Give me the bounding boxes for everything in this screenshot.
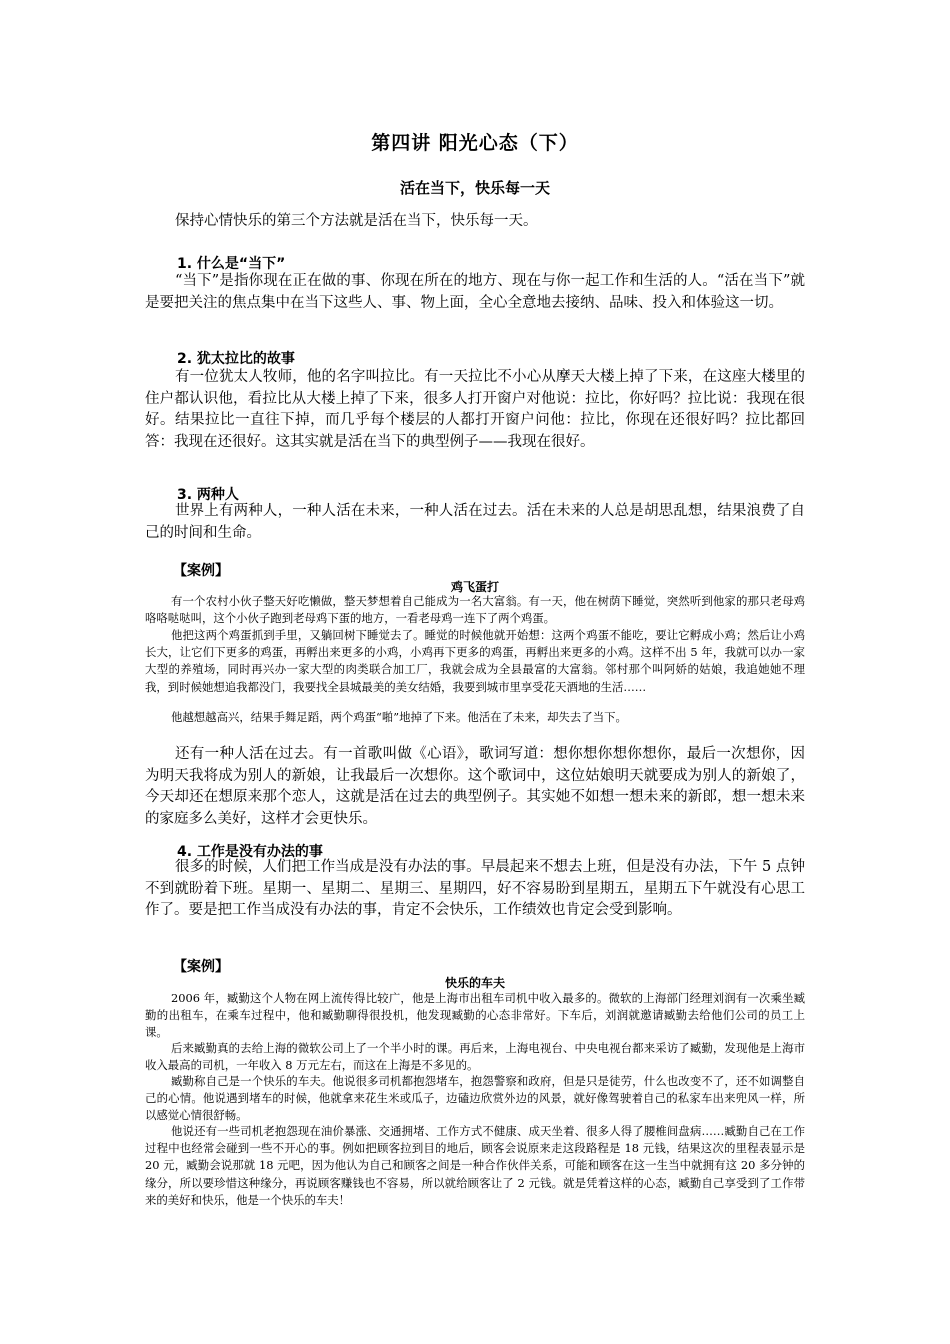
page-title: 第四讲 阳光心态（下） bbox=[371, 132, 579, 154]
after-case-1-paragraph: 还有一种人活在过去。有一首歌叫做《心语》，歌词写道：想你想你想你想你，最后一次想你，因为明天我将成为别人的新娘，让我最后一次想你。这个歌词中，这位姑娘明天就要成为别人的新娘了，今天却还在想原来那个恋人，这就是活在过去的典型例子。其实她不如想一想未来的新郎，想一想未来的家庭多么美好，这样才会更快乐。 bbox=[145, 746, 805, 827]
case-label-2: 【案例】 bbox=[173, 959, 229, 975]
case-2-paragraph: 他说还有一些司机老抱怨现在油价暴涨、交通拥堵、工作方式不健康、成天坐着、很多人得了腰椎间盘病……臧勤自己在工作过程中也经常会碰到一些不开心的事。例如把顾客拉到目的地后，顾客会说原来走这段路程是 18 元钱，结果这次的里程表显示是 20 元，臧勤会说那就 18 元吧，因为他认为自己和顾客之间是一种合作伙伴关系，可能和顾客在这一生当中就拥有这 20 多分钟的缘分，所以要珍惜这种缘分，再说顾客赚钱也不容易，所以就给顾客让了 2 元钱。就是凭着这样的心态，臧勤自己享受到了工作带来的美好和快乐，他是一个快乐的车夫！ bbox=[145, 1124, 805, 1207]
section-heading-1: 1. 什么是“当下” bbox=[177, 256, 286, 272]
page-subtitle: 活在当下，快乐每一天 bbox=[399, 179, 550, 197]
case-2-paragraph: 2006 年，臧勤这个人物在网上流传得比较广，他是上海市出租车司机中收入最多的。微软的上海部门经理刘润有一次乘坐臧勤的出租车，在乘车过程中，他和臧勤聊得很投机，他发现臧勤的心态非常好。下车后，刘润就邀请臧勤去给他们公司的员工上课。 bbox=[145, 991, 805, 1040]
case-1-paragraph: 有一个农村小伙子整天好吃懒做，整天梦想着自己能成为一名大富翁。有一天，他在树荫下睡觉，突然听到他家的那只老母鸡咯咯哒哒叫，这个小伙子跑到老母鸡下蛋的地方，一看老母鸡一连下了两个鸡蛋。 bbox=[145, 594, 805, 626]
case-title-1: 鸡飞蛋打 bbox=[450, 580, 499, 594]
section-heading-4: 4. 工作是没有办法的事 bbox=[177, 844, 323, 860]
case-label-1: 【案例】 bbox=[173, 563, 229, 579]
case-2-paragraph: 后来臧勤真的去给上海的微软公司上了一个半小时的课。再后来，上海电视台、中央电视台都来采访了臧勤，发现他是上海市收入最高的司机，一年收入 8 万元左右，而这在上海是不多见的。 bbox=[145, 1041, 805, 1073]
section-1-paragraph: “当下”是指你现在正在做的事、你现在所在的地方、现在与你一起工作和生活的人。“活在当下”就是要把关注的焦点集中在当下这些人、事、物上面，全心全意地去接纳、品味、投入和体验这一切。 bbox=[145, 273, 805, 311]
section-4-paragraph: 很多的时候，人们把工作当成是没有办法的事。早晨起来不想去上班，但是没有办法，下午 5 点钟不到就盼着下班。星期一、星期二、星期三、星期四，好不容易盼到星期五，星期五下午就没有心思工作了。要是把工作当成没有办法的事，肯定不会快乐，工作绩效也肯定会受到影响。 bbox=[145, 859, 805, 918]
case-1-paragraph: 他越想越高兴，结果手舞足蹈，两个鸡蛋“啪”地掉了下来。他活在了未来，却失去了当下。 bbox=[171, 710, 627, 724]
intro-paragraph: 保持心情快乐的第三个方法就是活在当下，快乐每一天。 bbox=[175, 213, 538, 229]
section-heading-3: 3. 两种人 bbox=[177, 487, 239, 503]
case-title-2: 快乐的车夫 bbox=[444, 976, 505, 990]
section-3-paragraph: 世界上有两种人，一种人活在未来，一种人活在过去。活在未来的人总是胡思乱想，结果浪费了自己的时间和生命。 bbox=[145, 503, 805, 541]
section-2-paragraph: 有一位犹太人牧师，他的名字叫拉比。有一天拉比不小心从摩天大楼上掉了下来，在这座大楼里的住户都认识他，看拉比从大楼上掉了下来，很多人打开窗户对他说：拉比，你好吗？拉比说：我现在很好。结果拉比一直往下掉，而几乎每个楼层的人都打开窗户问他：拉比，你现在还很好吗？拉比都回答：我现在还很好。这其实就是活在当下的典型例子——我现在很好。 bbox=[145, 369, 805, 450]
case-2-paragraph: 臧勤称自己是一个快乐的车夫。他说很多司机都抱怨堵车，抱怨警察和政府，但是只是徒劳，什么也改变不了，还不如调整自己的心情。他说遇到堵车的时候，他就拿来花生米或瓜子，边磕边欣赏外边的风景，就好像驾驶着自己的私家车出来兜风一样，所以感觉心情很舒畅。 bbox=[145, 1074, 805, 1123]
section-heading-2: 2. 犹太拉比的故事 bbox=[177, 351, 295, 367]
case-1-paragraph: 他把这两个鸡蛋抓到手里，又躺回树下睡觉去了。睡觉的时候他就开始想：这两个鸡蛋不能吃，要让它孵成小鸡；然后让小鸡长大，让它们下更多的鸡蛋，再孵出来更多的小鸡，小鸡再下更多的鸡蛋，再孵出来更多的小鸡。这样不出 5 年，我就可以办一家大型的养殖场，同时再兴办一家大型的肉类联合加工厂，我就会成为全县最富的大富翁。邻村那个叫阿娇的姑娘，我追她她不理我，到时候她想追我都没门，我要找全县城最美的美女结婚，我要到城市里享受花天酒地的生活…… bbox=[145, 628, 805, 694]
